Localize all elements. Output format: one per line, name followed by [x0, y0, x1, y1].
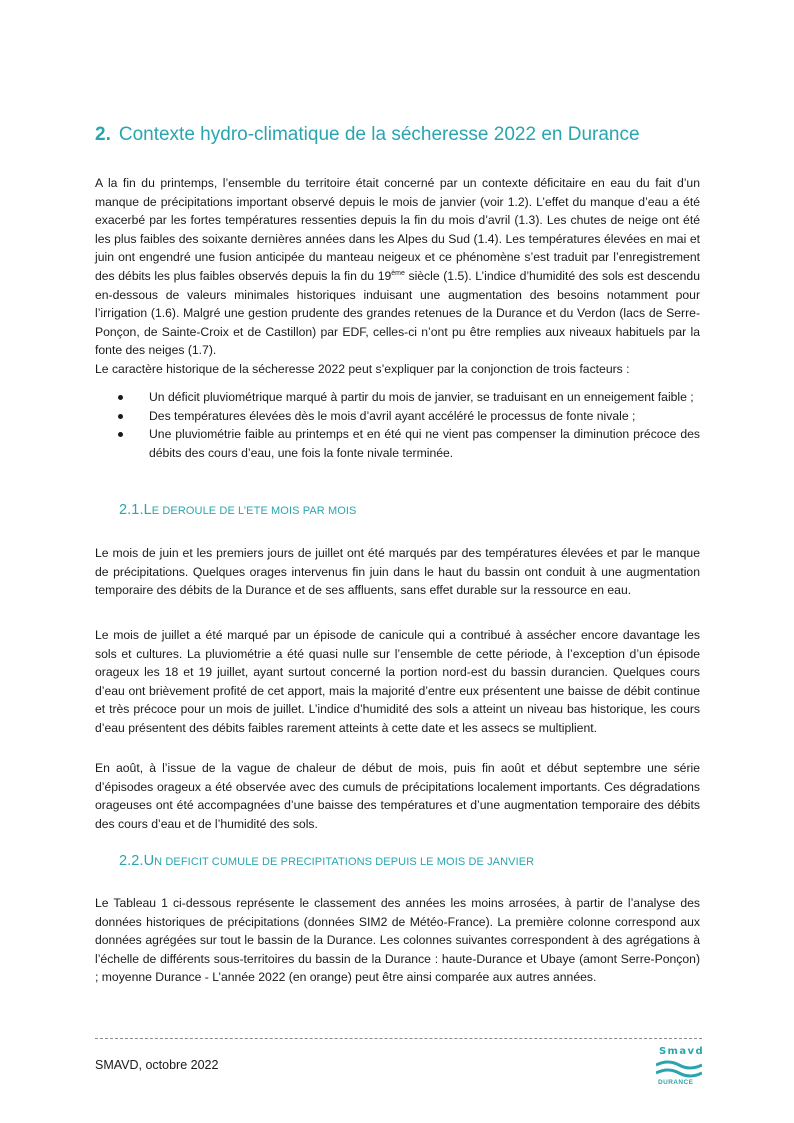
paragraph-july: Le mois de juillet a été marqué par un épisode de canicule qui a contribué à assécher encore davantage les sols et cultures. La pluviométrie a été quasi nulle sur l’ensemble de cette période, à l’exception d’un épisode orageux les 18 et 19 juillet, ayant surtout concerné la portion nord-est du bassin durancien. Quelques cours d’eau ont brièvement profité de cet apport, mais la majorité d’entre eux présentent une baisse de débit continue et très précoce pour un mois de juillet. L’indice d’humidité des sols a atteint un niveau bas historique, les cours d’eau présentent des débits faibles rarement atteints à cette date et les assecs se multiplient. — [95, 628, 700, 735]
subsection-number: 2.1. — [119, 502, 144, 518]
bullet-icon — [118, 432, 123, 437]
factor-list — [95, 388, 700, 462]
section-number: 2. — [95, 124, 111, 145]
section-title: Contexte hydro-climatique de la sécheresse 2022 en Durance — [118, 124, 640, 145]
footer-divider — [95, 1038, 702, 1039]
wave-icon — [656, 1060, 702, 1080]
subsection-heading-2-2: 2.2.UN DEFICIT CUMULE DE PRECIPITATIONS DEPUIS LE MOIS DE JANVIER — [119, 853, 535, 869]
footer-text: SMAVD, octobre 2022 — [95, 1058, 219, 1072]
section-heading — [95, 124, 640, 146]
logo-word: DURANCE — [658, 1079, 694, 1086]
subsection-heading-2-1: 2.1.LE DEROULE DE L’ETE MOIS PAR MOIS — [119, 502, 357, 518]
intro-p1-text-a: A la fin du printemps, l’ensemble du territoire était concerné par un contexte déficitaire en eau du fait d’un manque de précipitations important observé depuis le mois de janvier (voir 1.2). L’effet du manque d’eau a été exacerbé par les fortes températures ressenties depuis la fin du mois d’avril (1.3). Les chutes de neige ont été les plus faibles des soixante dernières années dans les Alpes du Sud (1.4). Les températures élevées en mai et juin ont engendré une fusion anticipée du manteau neigeux et ce phénomène s’est traduit par l’enregistrement des débits les plus faibles observés depuis la fin du 19 — [95, 176, 700, 283]
bullet-icon — [118, 414, 123, 419]
paragraph-june: Le mois de juin et les premiers jours de juillet ont été marqués par des températures élevées et par le manque de précipitations. Quelques orages intervenus fin juin dans le haut du bassin ont conduit à une augmentation temporaire des débits de la Durance et de ses affluents, sans effet durable sur la ressource en eau. — [95, 546, 700, 598]
intro-p1-text-b: siècle (1.5). L’indice d’humidité des sols est descendu en-dessous de valeurs minimales historiques induisant une augmentation des besoins notamment pour l’irrigation (1.6). Malgré une gestion prudente des grandes retenues de la Durance et du Verdon (lacs de Serre-Ponçon, de Sainte-Croix et de Castillon) par EDF, celles-ci n’ont pu être remplies aux niveaux habituels par la fonte des neiges (1.7). — [95, 268, 700, 358]
list-item: Un déficit pluviométrique marqué à partir du mois de janvier, se traduisant en un enneigement faible ; — [95, 388, 700, 407]
bullet-icon — [118, 395, 123, 400]
intro-paragraph-2: Le caractère historique de la sécheresse 2022 peut s’expliquer par la conjonction de trois facteurs : — [95, 362, 630, 376]
paragraph-august: En août, à l’issue de la vague de chaleur de début de mois, puis fin août et début septembre une série d’épisodes orageux a été observée avec des cumuls de précipitations localement importants. Ces dégradations orageuses ont été accompagnées d’une baisse des températures et d’une augmentation temporaire des débits des cours d’eau et de l’humidité des sols. — [95, 761, 700, 831]
logo-top-text: Smavd — [658, 1046, 704, 1057]
smavd-logo — [652, 1046, 704, 1096]
subsection-number: 2.2. — [119, 853, 144, 869]
list-item: Une pluviométrie faible au printemps et en été qui ne vient pas compenser la diminution précoce des débits des cours d’eau, une fois la fonte nivale terminée. — [95, 425, 700, 462]
paragraph-table-intro: Le Tableau 1 ci-dessous représente le classement des années les moins arrosées, à partir de l’analyse des données historiques de précipitations (données SIM2 de Météo-France). La première colonne correspond aux données agrégées sur tout le bassin de la Durance. Les colonnes suivantes correspondent à des agrégations à l’échelle de différents sous-territoires du bassin de la Durance : haute-Durance et Ubaye (amont Serre-Ponçon) ; moyenne Durance - L’année 2022 (en orange) peut être ainsi comparée aux autres années. — [95, 896, 700, 985]
list-item: Des températures élevées dès le mois d’avril ayant accéléré le processus de fonte nivale ; — [95, 407, 700, 426]
superscript-eme: ème — [391, 269, 405, 277]
intro-paragraph-1 — [95, 174, 700, 360]
